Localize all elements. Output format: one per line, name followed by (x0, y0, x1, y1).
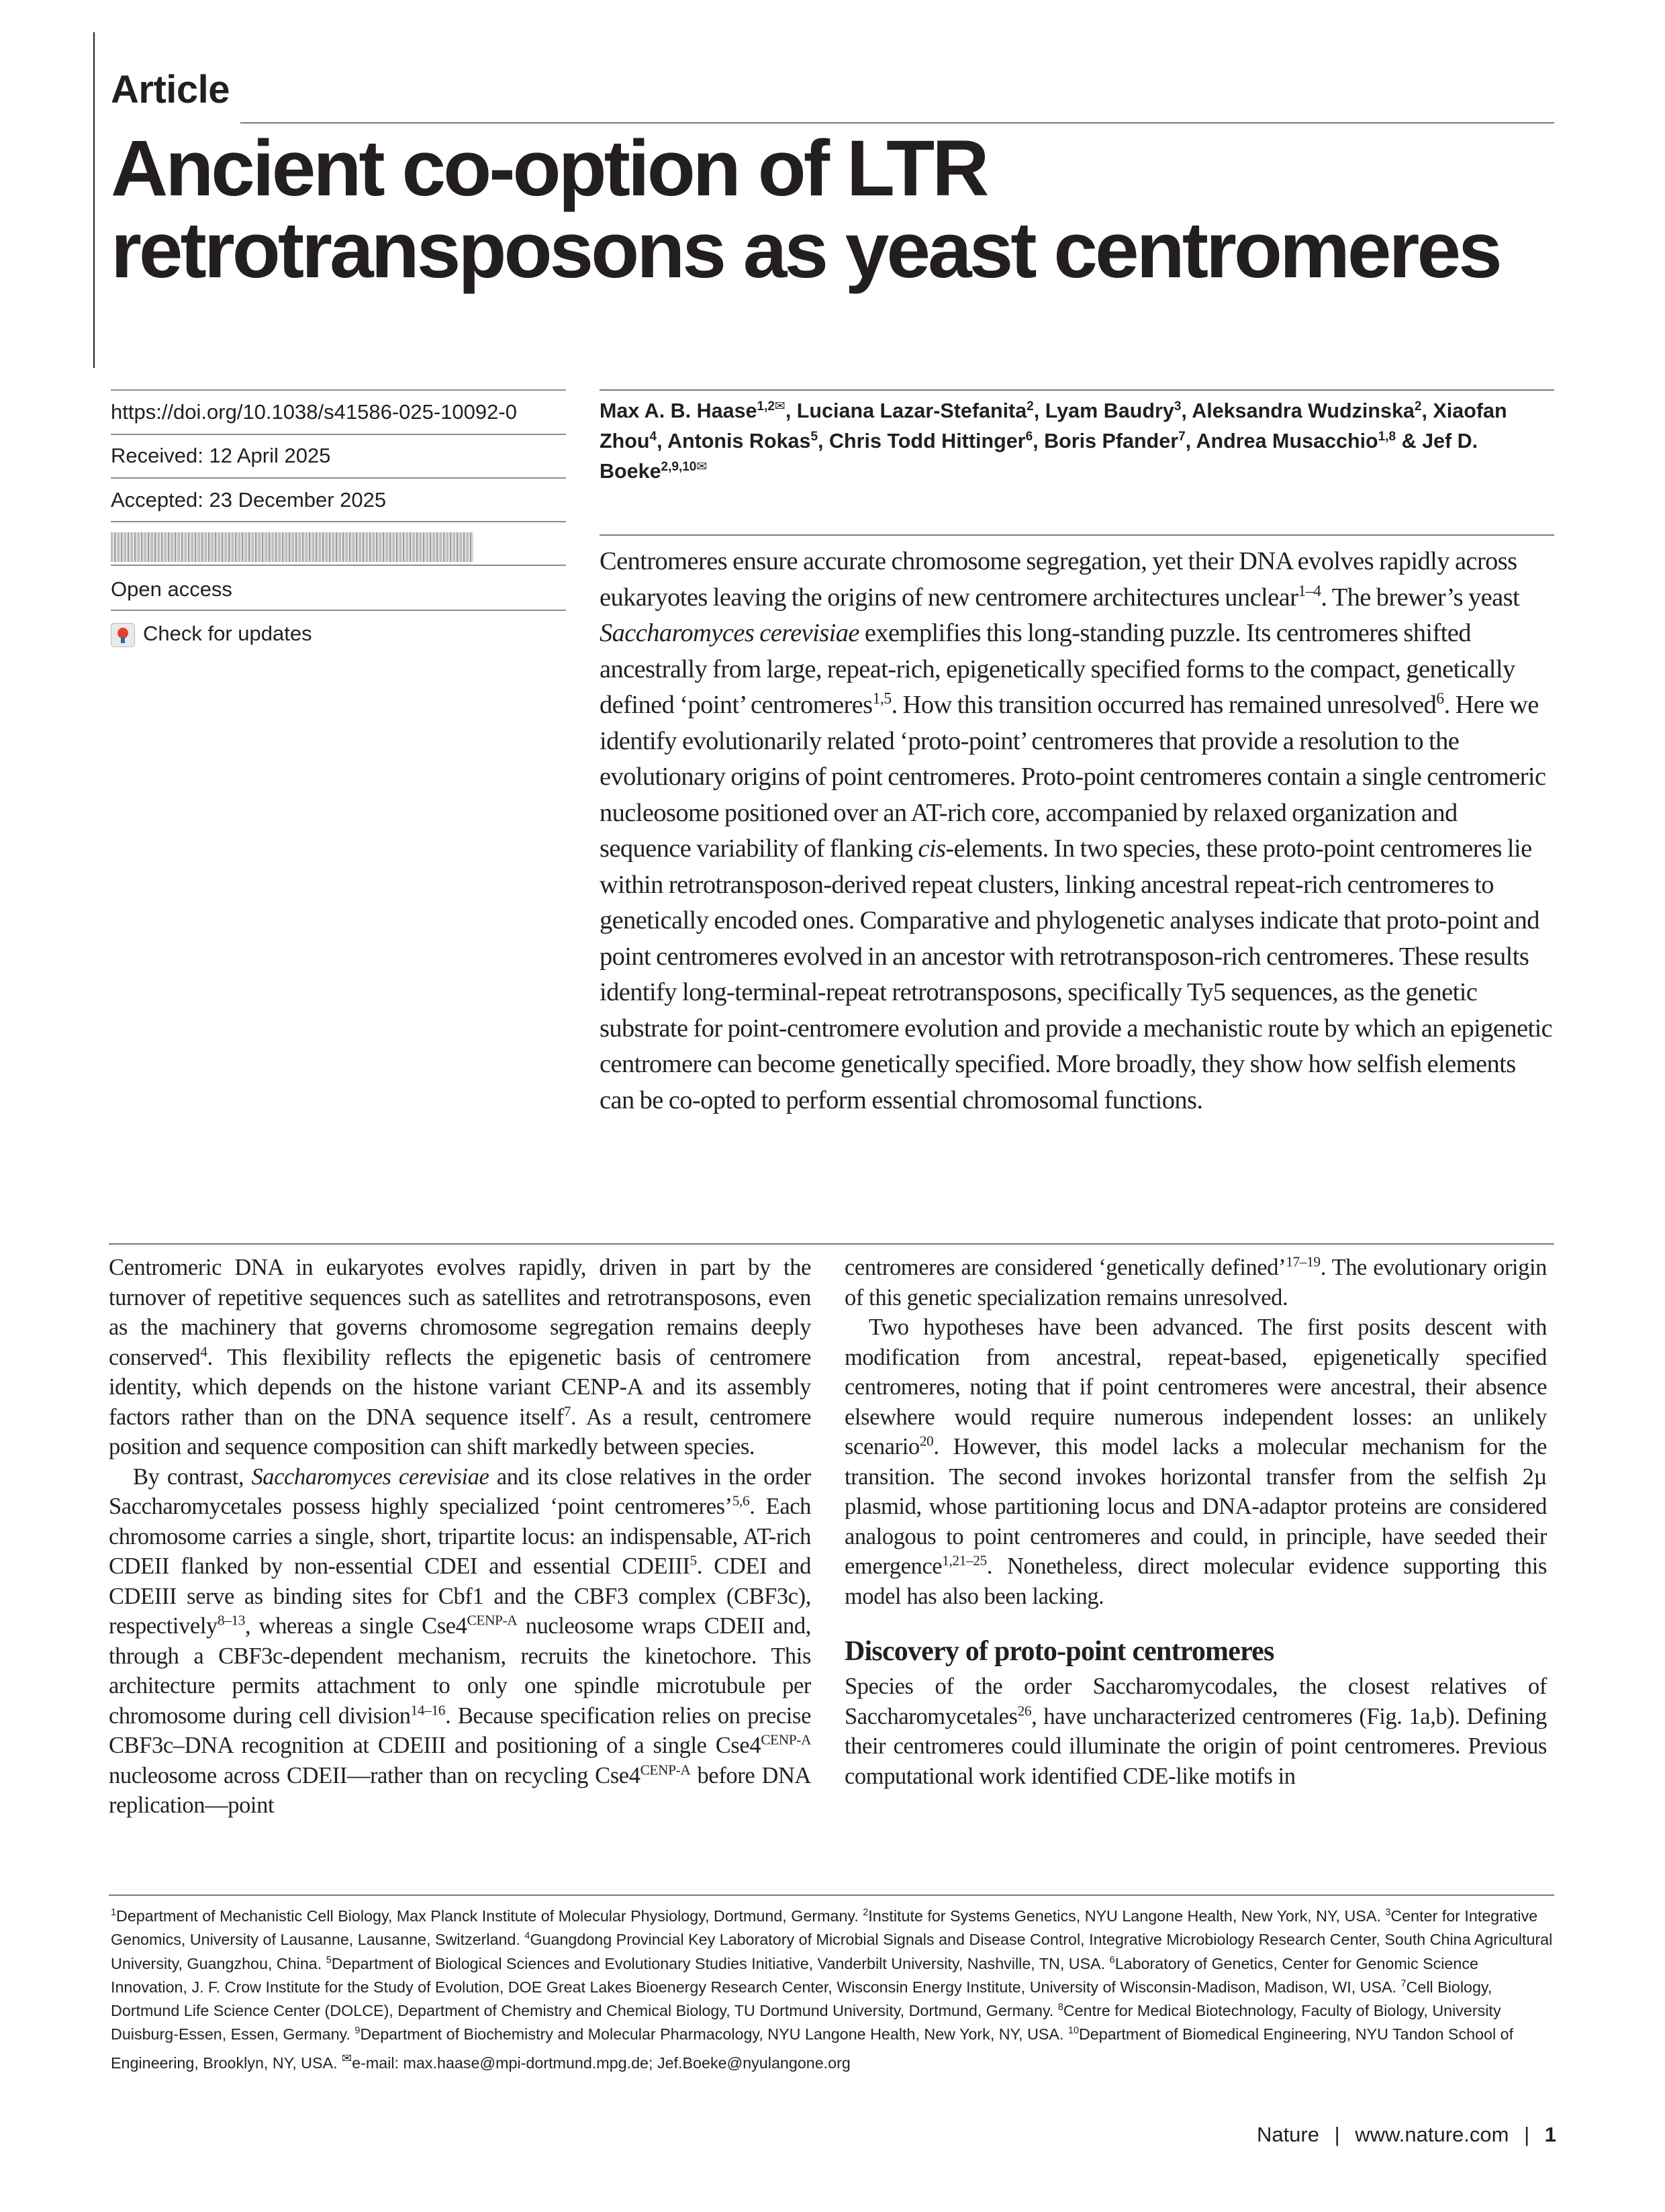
author-separator: , (657, 430, 667, 452)
abstract-top-rule (600, 534, 1554, 536)
authors-top-rule (600, 389, 1554, 391)
check-for-updates-link[interactable]: Check for updates (143, 622, 312, 645)
author-separator: , (1181, 399, 1192, 422)
abstract-paragraph: Centromeres ensure accurate chromosome segregation, yet their DNA evolves rapidly across eukaryotes leaving the origins of new centromere architectures unclear$^{1-4}$. The brewer’s yeast Saccharomyces cerevisiae exemplifies this long-standing puzzle. Its centromeres shifted ancestrally from large, repeat-rich, epigenetically specified forms to the compact, genetically defined ‘point’ centromeres$^{1,5}$. How this transition occurred has remained unresolved$^6$. Here we identify evolutionarily related ‘proto-point’ centromeres that provide a resolution to the evolutionary origins of point centromeres. Proto-point centromeres contain a single centromeric nucleosome positioned over an AT-rich core, accompanied by relaxed organization and sequence variability of flanking cis-elements. In two species, these proto-point centromeres lie within retrotransposon-derived repeat clusters, linking ancestral repeat-rich centromeres to genetically encoded ones. Comparative and phylogenetic analyses indicate that proto-point and point centromeres evolved in an ancestor with retrotransposon-rich centromeres. These results identify long-terminal-repeat retrotransposons, specifically Ty5 sequences, as the genetic substrate for point-centromere evolution and provide a mechanistic route by which an epigenetic centromere can become genetically specified. More broadly, they show how selfish elements can be co-opted to perform essential chromosomal functions. (600, 547, 1553, 1114)
page-number: 1 (1544, 2123, 1556, 2146)
affiliation-number: 2 (863, 1907, 869, 1919)
affiliation-number: 1 (111, 1907, 117, 1919)
citation[interactable]: 1–4 (1298, 582, 1321, 600)
body-paragraph: Centromeric DNA in eukaryotes evolves rapidly, driven in part by the turnover of repetitive sequences such as satellites and retrotransposons, even as the machinery that governs chromosome segregation remains deeply conserved$^4$. This flexibility reflects the epigenetic basis of centromere identity, which depends on the histone variant CENP-A and its assembly factors rather than on the DNA sequence itself$^7$. As a result, centromere position and sequence composition can shift markedly between species. (109, 1255, 811, 1459)
affiliation-number: 5 (326, 1954, 332, 1966)
author-name: Lyam Baudry (1045, 399, 1174, 422)
accepted-date: Accepted: 23 December 2025 (111, 488, 387, 512)
crossmark-icon[interactable] (111, 623, 135, 647)
author-separator: , (1033, 399, 1045, 422)
header-rule (240, 122, 1554, 124)
affiliation-text: Department of Biochemistry and Molecular Pharmacology, NYU Langone Health, New York, NY, USA. (360, 2025, 1068, 2043)
meta-divider (111, 565, 566, 566)
author-name: Andrea Musacchio (1196, 430, 1378, 452)
author-separator: , (818, 430, 829, 452)
author-name: Aleksandra Wudzinska (1192, 399, 1415, 422)
body-paragraph: centromeres are considered ‘genetically defined’$^{17-19}$. The evolutionary origin of this genetic specialization remains unresolved. (845, 1253, 1548, 1310)
author-affiliation: 2 (1027, 399, 1034, 414)
doi-link[interactable]: https://doi.org/10.1038/s41586-025-10092-0 (111, 400, 517, 424)
body-paragraph: Species of the order Saccharomycodales, the closest relatives of Saccharomycetales$^{26}$, have uncharacterized centromeres (Fig. 1a,b). Defining their centromeres could illuminate the origin of point centromeres. Previous computational work identified CDE-like motifs in (845, 1674, 1547, 1789)
author-separator: & (1396, 430, 1423, 452)
abstract (600, 544, 1553, 1118)
affiliation-text: Department of Mechanistic Cell Biology, Max Planck Institute of Molecular Physiology, Dortmund, Germany. (116, 1907, 863, 1925)
section-heading: Discovery of proto-point centromeres (845, 1636, 1274, 1667)
author-affiliation: 1,8 (1378, 429, 1396, 444)
contact-email[interactable]: e-mail: max.haase@mpi-dortmund.mpg.de; Jef.Boeke@nyulangone.org (352, 2054, 851, 2072)
affiliation-number: 8 (1057, 2002, 1063, 2013)
author-name: Antonis Rokas (667, 430, 811, 452)
affiliation-text: Centre for Medical Biotechnology, Faculty of Biology, University Duisburg-Essen, Essen, Germany. (111, 2002, 1501, 2043)
affiliation-text: Institute for Systems Genetics, NYU Langone Health, New York, NY, USA. (868, 1907, 1386, 1925)
author-separator: , (1185, 430, 1196, 452)
body-paragraph: By contrast, Saccharomyces cerevisiae and its close relatives in the order Saccharomycetales possess highly specialized ‘point centromeres’$^{5,6}$. Each chromosome carries a single, short, tripartite locus: an indispensable, AT-rich CDEII flanked by non-essential CDEI and essential CDEIII$^5$. CDEI and CDEIII serve as binding sites for Cbf1 and the CBF3 complex (CBF3c), respectively$^{8-13}$, whereas a single $Cse4^{CENP-A}$ nucleosome wraps CDEII and, through a CBF3c-dependent mechanism, recruits the kinetochore. This architecture permits attachment to only one spindle microtubule per chromosome during cell division$^{14-16}$. Because specification relies on precise CBF3c–DNA recognition at CDEIII and positioning of a single $Cse4^{CENP-A}$ nucleosome across CDEII—rather than on recycling $Cse4^{CENP-A}$ before DNA replication—point (109, 1463, 812, 1818)
author-affiliation: 3 (1174, 399, 1182, 414)
body-top-rule (109, 1243, 1554, 1245)
received-date: Received: 12 April 2025 (111, 444, 331, 467)
affiliation-text: Laboratory of Genetics, Center for Genomic Science Innovation, J. F. Crow Institute for the Study of Evolution, DOE Great Lakes Bioenergy Research Center, Wisconsin Energy Institute, University of Wisconsin-Madison, Madison, WI, USA. (111, 1954, 1478, 1996)
author-separator: , (785, 399, 797, 422)
footer-separator: | (1524, 2123, 1530, 2146)
author-name: Jef D. Boeke (600, 430, 1478, 483)
body-paragraph: Two hypotheses have been advanced. The first posits descent with modification from ancestral, repeat-based, epigenetically specified centromeres, noting that if point centromeres were ancestral, their absence elsewhere would require numerous independent losses: an unlikely scenario$^{20}$. However, this model lacks a molecular mechanism for the transition. The second invokes horizontal transfer from the selfish 2µ plasmid, whose partitioning locus and DNA-adaptor proteins are considered analogous to point centromeres and could, in principle, have seeded their emergence$^{1,21-25}$. Nonetheless, direct molecular evidence supporting this model has also been lacking. (845, 1314, 1547, 1609)
author-affiliation: 2,9,10✉ (661, 459, 708, 474)
affiliations (111, 1905, 1554, 2075)
meta-divider (111, 521, 566, 522)
affiliation-text: Department of Biological Sciences and Evolutionary Studies Initiative, Vanderbilt University, Nashville, TN, USA. (331, 1954, 1110, 1972)
journal-url[interactable]: www.nature.com (1355, 2123, 1509, 2146)
affiliation-number: 3 (1385, 1907, 1391, 1919)
citation[interactable]: 8–13 (217, 1612, 246, 1629)
author-name: Max A. B. Haase (600, 399, 757, 422)
author-affiliation: 7 (1178, 429, 1186, 444)
body-column-right (845, 1253, 1547, 1791)
meta-divider (111, 434, 566, 435)
author-separator: , (1033, 430, 1045, 452)
citation[interactable]: 5,6 (732, 1492, 750, 1509)
citation[interactable]: 1,5 (872, 690, 892, 708)
article-title: Ancient co-option of LTR retrotransposons as yeast centromeres (111, 124, 1500, 295)
author-affiliation: 1,2✉ (757, 399, 786, 414)
affiliation-number: 10 (1067, 2025, 1079, 2037)
citation[interactable]: 17–19 (1286, 1253, 1321, 1270)
affiliation-text: Department of Biomedical Engineering, NYU Tandon School of Engineering, Brooklyn, NY, USA. (111, 2025, 1514, 2072)
author-affiliation: 2 (1414, 399, 1422, 414)
citation[interactable]: 7 (563, 1403, 571, 1419)
meta-divider (111, 389, 566, 391)
redacted-barcode (111, 532, 473, 562)
journal-name: Nature (1256, 2123, 1319, 2146)
author-list (600, 396, 1553, 487)
footer-separator: | (1334, 2123, 1340, 2146)
affiliation-text: Cell Biology, Dortmund Life Science Center (DOLCE), Department of Chemistry and Chemical Biology, TU Dortmund University, Dortmund, Germany. (111, 1978, 1492, 2020)
body-column-left (109, 1253, 811, 1821)
citation[interactable]: 26 (1017, 1702, 1032, 1719)
author-name: Boris Pfander (1044, 430, 1179, 452)
envelope-icon: ✉ (342, 2051, 352, 2065)
page-footer (1257, 2123, 1556, 2147)
affiliation-text: Guangdong Provincial Key Laboratory of Microbial Signals and Disease Control, Integrative Microbiology Research Center, South China Agricultural University, Guangzhou, China. (111, 1931, 1553, 1972)
affiliation-text: Center for Integrative Genomics, University of Lausanne, Lausanne, Switzerland. (111, 1907, 1538, 1949)
affiliation-number: 4 (524, 1931, 530, 1942)
meta-divider (111, 477, 566, 479)
affiliation-number: 9 (354, 2025, 361, 2037)
author-affiliation: 4 (649, 429, 657, 444)
author-affiliation: 5 (810, 429, 818, 444)
author-affiliation: 6 (1025, 429, 1033, 444)
citation[interactable]: 14–16 (410, 1702, 446, 1718)
citation[interactable]: 6 (1436, 690, 1444, 708)
citation[interactable]: 20 (919, 1433, 934, 1449)
citation[interactable]: 5 (689, 1552, 697, 1569)
affiliation-number: 6 (1109, 1954, 1115, 1966)
left-margin-rule (93, 32, 95, 368)
affiliation-number: 7 (1400, 1978, 1407, 1990)
citation[interactable]: 1,21–25 (942, 1552, 987, 1569)
author-name: Xiaofan Zhou (600, 399, 1507, 452)
author-separator: , (1421, 399, 1433, 422)
author-name: Chris Todd Hittinger (829, 430, 1026, 452)
author-name: Luciana Lazar-Stefanita (796, 399, 1027, 422)
open-access-label: Open access (111, 577, 232, 601)
section-label: Article (111, 68, 230, 111)
citation[interactable]: 4 (200, 1343, 207, 1359)
meta-divider (111, 610, 566, 611)
footnotes-rule (109, 1894, 1554, 1896)
